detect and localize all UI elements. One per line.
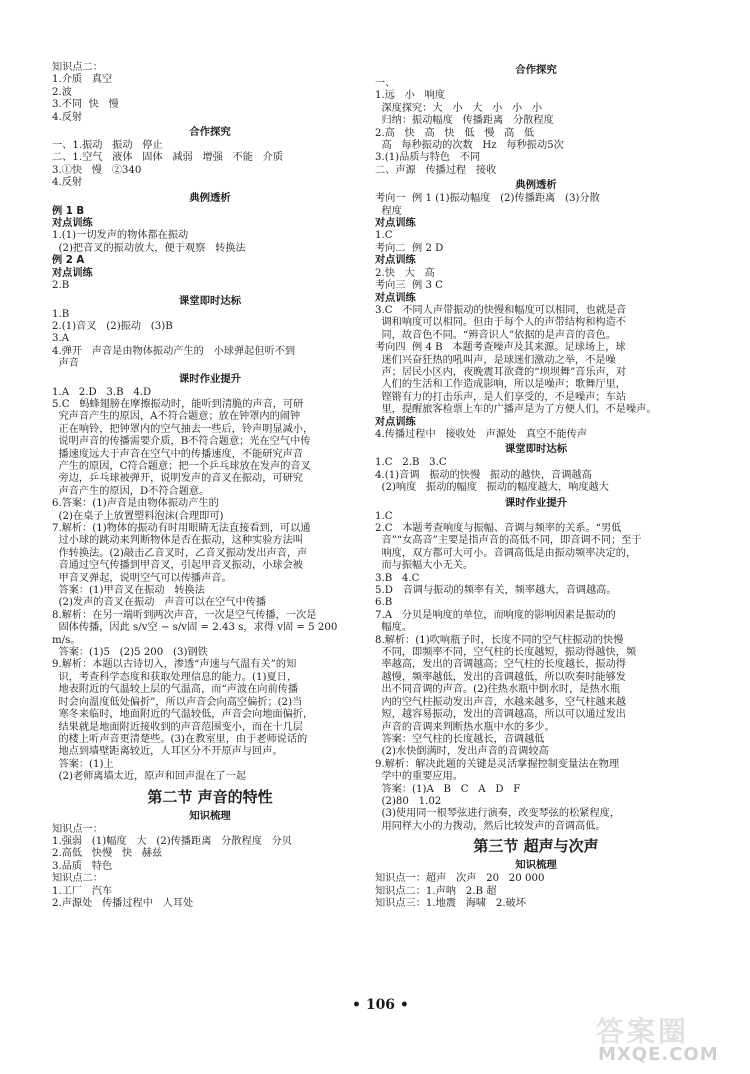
text-line: 幅度。 [375,622,413,634]
text-line: 甲音叉弹起，说明空气可以传播声音。 [52,572,232,584]
text-line: 2.高 快 高 快 低 慢 高 低 [375,127,535,139]
section-heading: 课堂即时达标 [178,294,242,307]
text-line: 二、声源 传播过程 接收 [375,164,497,176]
text-line: 声音产生的原因，D不符合题意。 [52,485,210,497]
text-line: 1.C 2.B 3.C [375,457,447,469]
chapter-title: 第二节 声音的特性 [147,787,273,806]
text-line: 声音 [52,358,79,370]
text-line: 知识点一： [52,823,103,835]
text-line: 2.高低 快慢 快 赫兹 [52,848,163,860]
text-line: 地表附近的气温较上层的气温高，而“声波在向前传播 [52,684,299,696]
text-line: (3)使用同一根琴弦进行演奏，改变琴弦的松紧程度， [375,808,621,820]
text-line: 4.(1)音调 振动的快慢 振动的越快，音调越高 [375,469,592,481]
text-line: 地点到墙壁距离较近，人耳区分不开原声与回声。 [52,746,283,758]
text-line: (2)发声的音叉在振动 声音可以在空气中传播 [52,597,267,609]
text-line: 人们的生活和工作造成影响，所以是噪声；歌舞厅里， [375,379,626,391]
text-line: 响度，双方都可大可小。音调高低是由振动频率决定的， [375,547,637,559]
text-line: 考向二 例 2 D [375,242,444,254]
text-line: 5.C 蚂蜂翅膀在摩擦振动时，能听到清脆的声音，可研 [52,398,304,410]
text-line: 产生的原因，C符合题意；把一个乒乓球放在发声的音叉 [52,460,311,472]
text-line: 程度 [375,205,402,217]
section-heading: 课堂即时达标 [504,443,568,456]
watermark-bottom-text: MXQE.COM [598,1044,719,1065]
text-line: 知识点三：1.地震 海啸 2.破坏 [375,897,526,909]
text-line: 考向三 例 3 C [375,280,443,292]
bold-label: 对点训练 [52,218,93,230]
text-line: 率越高，发出的音调越高；空气柱的长度越长，振动得 [375,659,626,671]
text-line: 答案：(1)上 [52,758,114,770]
bold-label: 例 2 A [52,255,85,267]
text-line: 铿锵有力的打击乐声，是人们享受的，不是噪声；车站 [375,391,626,403]
text-line: 9.解析：解决此题的关键是灵活掌握控制变量法在物理 [375,758,620,770]
section-heading: 合作探究 [189,126,231,139]
text-line: 7.解析：(1)物体的振动有时用眼睛无法直接看到，可以通 [52,523,311,534]
text-line: (2)老师离墙太近，原声和回声混在了一起 [52,771,247,783]
text-line: 知识点二： [52,873,103,885]
text-line: 8.解析：(1)吹响瓶子时，长度不同的空气柱振动的快慢 [375,634,624,646]
text-line: 考向四 例 4 B 本题考查噪声及其来源。足球场上，球 [375,342,626,354]
text-line: 旁边，乒乓球被弹开，说明发声的音叉在振动，可研究 [52,473,303,485]
text-line: 8.解析：在另一端听到两次声音，一次是空气传播，一次是 [52,609,317,621]
section-heading: 合作探究 [515,64,557,76]
text-line: (2)把音叉的振动放大，便于观察 转换法 [52,242,246,254]
section-heading: 典例透析 [515,179,557,192]
section-heading: 知识梳理 [189,809,231,822]
text-line: 3.B 4.C [375,572,420,584]
section-heading: 知识梳理 [515,859,557,872]
bold-label: 对点训练 [375,416,416,428]
text-line: 2.C 本题考查响度与振幅、音调与频率的关系。“男低 [375,523,622,534]
text-line: 声音的音调来判断热水瓶中水的多少。 [375,721,555,733]
text-line: 9.解析：本题以古诗切入，渗透“声速与气温有关”的知 [52,659,297,671]
text-line: 2.波 [52,86,72,98]
text-line: 过小球的跳动来判断物体是否在振动，这种实验方法叫 [52,535,303,547]
text-line: (2)响度 振动的幅度 振动的幅度越大，响度越大 [375,482,609,494]
text-line: 考向一 例 1 (1)振动幅度 (2)传播距离 (3)分散 [375,193,600,205]
right-column [375,62,697,910]
text-line: 2.声源处 传播过程中 人耳处 [52,897,194,909]
text-line: 而与振幅大小无关。 [375,560,474,572]
text-line: 1.A 2.D 3.B 4.D [52,386,152,398]
text-line: 高 每秒振动的次数 Hz 每秒振动5次 [375,140,564,152]
text-line: 2.(1)音叉 (2)振动 (3)B [52,320,173,332]
text-line: 知识点二： [52,62,103,73]
section-heading: 课时作业提升 [178,372,242,385]
text-line: 二、1.空气 液体 固体 减弱 增强 不能 介质 [52,152,284,164]
text-line: 答案：(1)甲音叉在振动 转换法 [52,585,205,597]
text-line: 短，越容易振动，发出的音调越高，所以可以通过发出 [375,709,626,721]
text-line: 固体传播，因此 s/v空 − s/v固 = 2.43 s，求得 v固 = 5 200 m/s。 [52,622,341,646]
text-line: 4.弹开 声音是由物体振动产生的 小球弹起但听不到 [52,345,296,357]
text-line: 同，故音色不同。“辨音识人”依据的是声音的音色。 [375,329,617,341]
text-line: 里，提醒旅客检票上车的广播声是为了方便人们，不是噪声。 [375,404,657,416]
text-line: 3.A [52,333,70,345]
text-line: 6.答案：(1)声音是由物体振动产生的 [52,498,219,510]
text-line: 1.工厂 汽车 [52,885,113,897]
text-line: 结果就是地面附近接收到的声音范围变小，而在十几层 [52,721,303,733]
text-line: 3.C 不同人声带振动的快慢和幅度可以相同，也就是音 [375,304,627,316]
text-line: 究声音产生的原因，A不符合题意；放在钟罩内的闹钟 [52,411,301,423]
text-line: 寒冬来临时，地面附近的气温较低，声音会向地面偏折， [52,709,314,721]
text-line: 的楼上听声音更清楚些。(3)在教室里，由于老师说话的 [52,733,308,745]
text-line: 知识点二：1.声呐 2.B 超 [375,885,497,897]
text-line: 3.(1)品质与特色 不同 [375,152,481,164]
text-line: 越慢，频率越低，发出的音调越低，所以吹奏时能够发 [375,671,626,683]
text-line: (2)水快倒满时，发出声音的音调较高 [375,746,549,758]
text-line: 1.C [375,510,393,522]
text-line: 出不同音调的声音。(2)往热水瓶中倒水时，是热水瓶 [375,684,621,696]
text-line: 播速度远大于声音在空气中的传播速度，不能研究声音 [52,448,303,460]
text-line: 音”“女高音”主要是指声音的高低不同，即音调不同；至于 [375,535,642,547]
text-line: 3.①快 慢 ②340 [52,164,142,176]
bold-label: 对点训练 [375,292,416,304]
text-line: 声；居民小区内，夜晚震耳欲聋的“坝坝舞”音乐声，对 [375,366,627,378]
bold-label: 对点训练 [375,255,416,267]
text-line: 正在响铃，把钟罩内的空气抽去一些后，铃声明显减小， [52,423,314,435]
text-line: 1.(1)一切发声的物体都在振动 [52,230,189,242]
text-line: 答案：空气柱的长度越长，音调越低 [375,733,545,745]
text-line: 说明声音的传播需要介质，B不符合题意；光在空气中传 [52,436,311,448]
page-number: • 106 • [352,997,409,1013]
text-line: 学中的重要应用。 [375,771,463,783]
text-line: 7.A 分贝是响度的单位，而响度的影响因素是振动的 [375,609,616,621]
text-line: 1.远 小 响度 [375,90,445,102]
text-line: 音通过空气传播到甲音叉，引起甲音叉振动，小球会被 [52,560,303,572]
text-line: 3.不同 快 慢 [52,99,119,111]
text-line: 1.强弱 (1)幅度 大 (2)传播距离 分散程度 分贝 [52,835,292,847]
text-line: (2)80 1.02 [375,795,442,807]
chapter-title: 第三节 超声与次声 [473,837,599,856]
text-line: 一、1.振动 振动 停止 [52,140,163,152]
watermark-top-text: 答案圈 [596,1015,690,1048]
text-line: 识，考查科学态度和获取处理信息的能力。(1)夏日， [52,671,298,683]
text-line: 时会向温度低处偏折”，所以声音会向高空偏折；(2)当 [52,696,303,708]
text-line: 答案：(1)5 (2)5 200 (3)钢铁 [52,647,208,659]
watermark-logo [592,1010,734,1066]
text-line: 4.传播过程中 接收处 声源处 真空不能传声 [375,428,588,440]
text-line: 迷们兴奋狂热的吼叫声，是球迷们激动之举，不是噪 [375,354,616,366]
text-line: 1.C [375,230,393,242]
text-line: 6.B [375,597,393,609]
section-heading: 典例透析 [189,191,231,204]
text-line: 1.介质 真空 [52,74,113,86]
text-line: 3.品质 特色 [52,860,113,872]
text-line: (2)在桌子上放置塑料泡沫(合理即可) [52,510,224,522]
text-line: 归纳：振动幅度 传播距离 分散程度 [375,115,554,127]
left-column [52,62,368,910]
text-line: 内的空气柱振动发出声音，水越来越多，空气柱越来越 [375,696,626,708]
text-line: 答案：(1)A B C A D F [375,783,521,795]
text-line: 4.反射 [52,177,83,189]
text-line: 2.B [52,280,70,292]
text-line: 深度探究：大 小 大 小 小 小 [375,102,543,114]
text-line: 不同，即频率不同，空气柱的长度越短，振动得越快，频 [375,647,637,659]
bold-label: 对点训练 [375,218,416,230]
text-line: 调和响度可以相同。但由于每个人的声带结构和构造不 [375,317,626,329]
text-line: 知识点一：超声 次声 20 20 000 [375,873,545,885]
section-heading: 课时作业提升 [504,496,568,509]
text-line: 1.B [52,308,70,320]
bold-label: 对点训练 [52,267,93,279]
bold-label: 例 1 B [52,205,85,217]
text-line: 4.反射 [52,111,83,123]
text-line: 2.快 大 高 [375,267,435,279]
text-line: 一、 [375,78,396,89]
text-line: 用同样大小的力拨动，然后比较发声的音调高低。 [375,820,606,832]
text-line: 5.D 音调与振动的频率有关，频率越大，音调越高。 [375,585,617,597]
text-line: 作转换法。(2)敲击乙音叉时，乙音叉振动发出声音，声 [52,547,308,559]
